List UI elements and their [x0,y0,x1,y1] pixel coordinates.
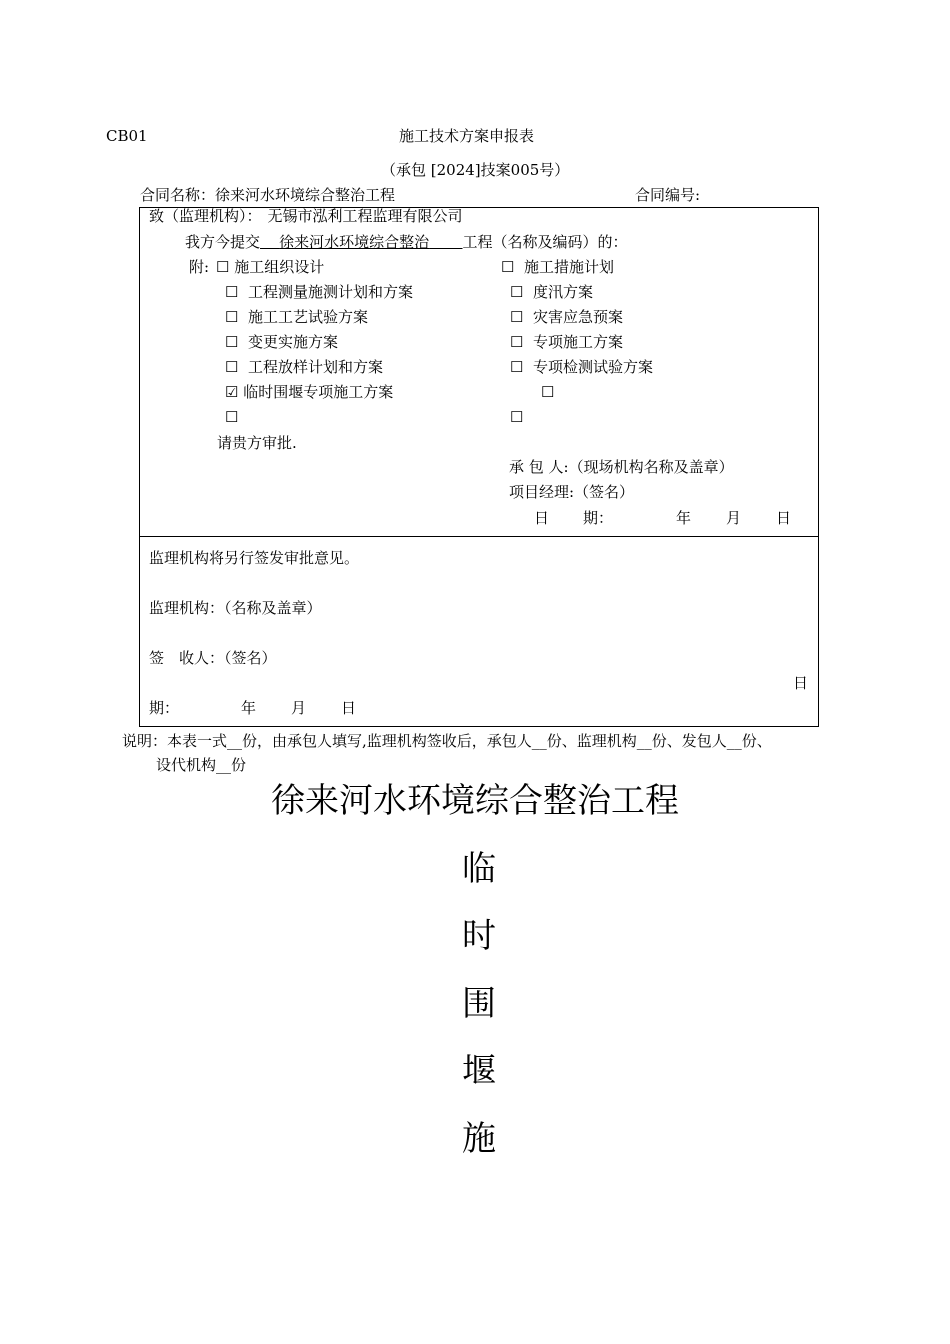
cover-char-2: 围 [462,984,496,1024]
attach-label: 附: [189,258,210,276]
checklist-right-1[interactable] [510,282,593,302]
checklist-left-5[interactable] [225,382,393,402]
note-line-1: 说明：本表一式__份，由承包人填写,监理机构签收后，承包人__份、监理机构__份、发包人__份、 [122,732,772,750]
checkbox-icon[interactable]: ☐ [225,333,239,351]
checkbox-icon[interactable]: ☐ [216,258,230,276]
checklist-left-0[interactable] [216,257,324,277]
submit-project: 徐来河水环境综合整治 [279,233,430,251]
checkbox-icon[interactable]: ☐ [225,408,239,426]
note-line-2: 设代机构__份 [156,756,247,774]
supervision-opinion: 监理机构将另行签发审批意见。 [149,549,360,567]
checkbox-icon[interactable]: ☐ [225,283,239,301]
cover-char-4: 施 [462,1119,496,1159]
date-day-label: 日 [534,509,550,527]
checklist-label: 施工工艺试验方案 [248,308,369,326]
checklist-label: 变更实施方案 [248,333,339,351]
date-month-label: 月 [726,509,742,527]
supervision-date-period: 期： [149,699,180,717]
cover-project-title: 徐来河水环境综合整治工程 [271,781,679,821]
checkbox-icon[interactable]: ☐ [541,383,555,401]
checklist-right-3[interactable] [510,332,623,352]
submit-prefix: 我方今提交 [185,233,261,251]
checkbox-icon[interactable]: ☐ [510,333,524,351]
checklist-label: 施工组织设计 [234,258,325,276]
cover-char-0: 临 [462,849,496,889]
checked-checkbox-icon[interactable]: ☑ [225,383,239,401]
checkbox-icon[interactable]: ☐ [225,358,239,376]
to-value: 无锡市泓利工程监理有限公司 [267,207,463,225]
contract-name-label: 合同名称： [140,186,216,204]
checklist-label: 灾害应急预案 [533,308,624,326]
supervision-date-day2: 日 [341,699,357,717]
table-divider [139,536,819,537]
checklist-right-6[interactable] [510,407,523,427]
supervision-receiver: 签 收人：（签名） [149,649,277,667]
date-period-label: 期： [583,509,614,527]
checklist-right-5[interactable] [541,382,554,402]
checklist-left-6[interactable] [225,407,243,427]
cover-char-3: 堰 [462,1051,496,1091]
contract-name-row [140,185,395,205]
contract-name-value: 徐来河水环境综合整治工程 [215,186,396,204]
supervision-date-day: 日 [793,674,809,692]
checklist-label: 临时围堰专项施工方案 [243,383,394,401]
checkbox-icon[interactable]: ☐ [501,258,515,276]
checklist-left-2[interactable] [225,307,368,327]
checkbox-icon[interactable]: ☐ [510,283,524,301]
checklist-right-0[interactable] [501,257,614,277]
checkbox-icon[interactable]: ☐ [225,308,239,326]
supervision-date-year: 年 [241,699,257,717]
submit-row [185,232,628,252]
checklist-right-2[interactable] [510,307,623,327]
form-code: CB01 [106,127,148,145]
supervision-date-month: 月 [291,699,307,717]
contract-no-label: 合同编号: [635,186,701,204]
checklist-label: 度汛方案 [533,283,594,301]
to-label: 致（监理机构）： [149,207,262,225]
checklist-label: 专项施工方案 [533,333,624,351]
to-row [149,206,463,226]
manager-signature: 项目经理:（签名） [509,483,635,501]
request-text: 请贵方审批. [217,434,297,452]
checklist-left-1[interactable] [225,282,413,302]
checklist-right-4[interactable] [510,357,653,377]
supervision-org: 监理机构：（名称及盖章） [149,599,322,617]
form-title: 施工技术方案申报表 [399,127,535,145]
checklist-left-3[interactable] [225,332,338,352]
checklist-left-4[interactable] [225,357,383,377]
checkbox-icon[interactable]: ☐ [510,308,524,326]
date-year-label: 年 [676,509,692,527]
form-number: （承包 [2024]技案005号） [381,161,570,179]
submit-suffix: 工程（名称及编码）的： [462,233,628,251]
cover-char-1: 时 [462,916,496,956]
checkbox-icon[interactable]: ☐ [510,358,524,376]
checklist-label: 工程测量施测计划和方案 [248,283,414,301]
checklist-label: 施工措施计划 [524,258,615,276]
checklist-label: 工程放样计划和方案 [248,358,384,376]
contractor-signature: 承 包 人:（现场机构名称及盖章） [509,458,734,476]
checklist-label: 专项检测试验方案 [533,358,654,376]
date-day2-label: 日 [776,509,792,527]
checkbox-icon[interactable]: ☐ [510,408,524,426]
